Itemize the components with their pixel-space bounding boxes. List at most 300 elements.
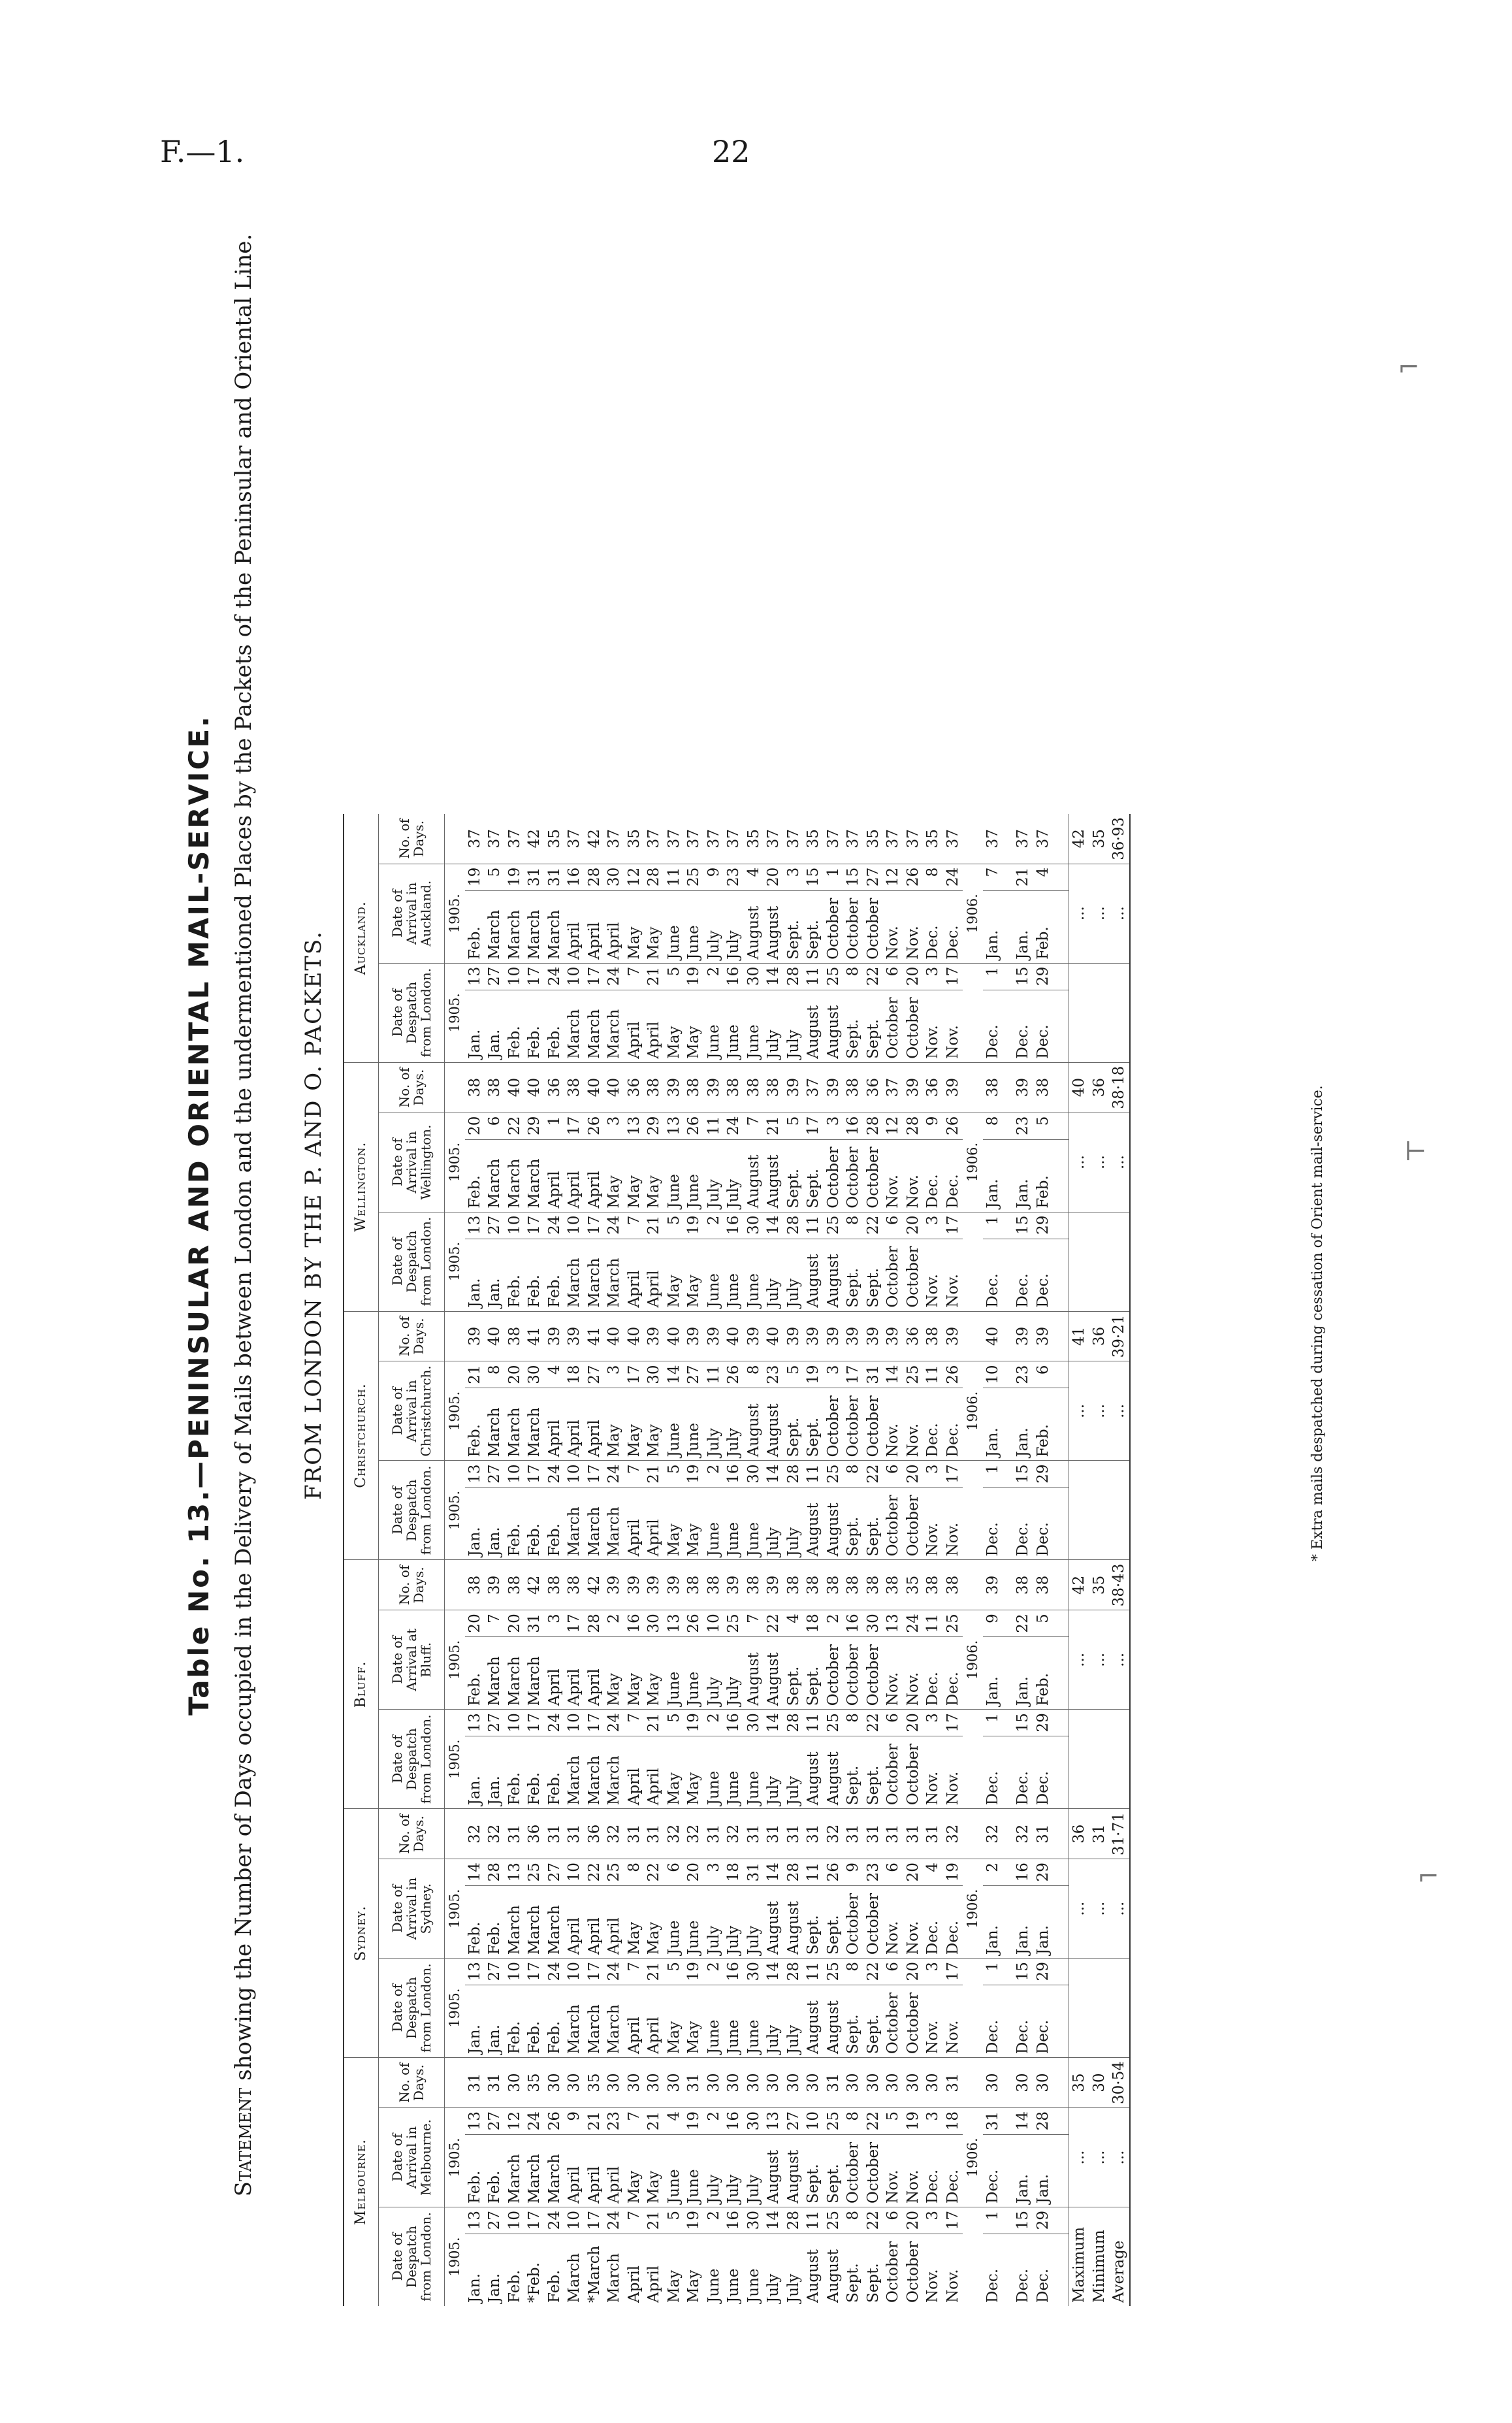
year-cell: 1906.	[963, 1610, 983, 1710]
despatch-month: May	[684, 1736, 704, 1809]
despatch-day: 19	[684, 1461, 704, 1488]
year-cell: 1906.	[963, 864, 983, 963]
arrival-month: April	[604, 1886, 624, 1959]
despatch-month: June	[724, 1488, 744, 1560]
arrival-header: Date of Arrival in Wellington.	[379, 1113, 445, 1212]
despatch-month: May	[664, 990, 684, 1062]
despatch-month: August	[824, 1736, 844, 1809]
despatch-month: March	[604, 1985, 624, 2058]
days-count: 32	[724, 1809, 744, 1859]
arrival-day: 20	[505, 1610, 525, 1637]
despatch-day: 24	[604, 2207, 624, 2234]
spacer-cell	[1003, 1239, 1013, 1311]
arrival-day: 20	[764, 864, 784, 890]
arrival-month: June	[684, 1886, 704, 1959]
days-count: 31	[923, 1809, 943, 1859]
spacer-cell	[1003, 2234, 1013, 2307]
arrival-day: 28	[903, 1113, 924, 1139]
arrival-day: 30	[744, 2108, 764, 2135]
days-count: 39	[943, 1062, 963, 1113]
arrival-day: 19	[505, 864, 525, 890]
despatch-month: Feb.	[545, 990, 565, 1062]
arrival-month: Dec.	[923, 890, 943, 963]
days-count: 37	[485, 814, 505, 864]
despatch-month: Dec.	[983, 1985, 1003, 2058]
days-count: 39	[803, 1311, 824, 1361]
despatch-day: 24	[545, 1710, 565, 1736]
summary-dots: ...	[1109, 1859, 1130, 1959]
despatch-month: Feb.	[545, 2269, 563, 2303]
spacer-cell	[1003, 1388, 1013, 1461]
summary-value: 42	[1069, 1560, 1089, 1610]
despatch-month: March	[604, 1488, 624, 1560]
year-cell	[963, 1311, 983, 1361]
arrival-day: 11	[704, 1361, 724, 1388]
days-count: 37	[724, 814, 744, 864]
despatch-month: March	[585, 1736, 605, 1809]
spacer-cell	[1053, 1610, 1069, 1637]
days-count: 39	[545, 1311, 565, 1361]
arrival-day: 9	[843, 1859, 863, 1886]
despatch-day: 22	[863, 1212, 884, 1239]
days-count: 39	[843, 1311, 863, 1361]
summary-dots: ...	[1069, 1859, 1089, 1959]
despatch-day: 10	[505, 1959, 525, 1985]
despatch-month: August	[824, 1239, 844, 1311]
despatch-day: 11	[803, 963, 824, 990]
days-count: 36	[545, 1062, 565, 1113]
arrival-day: 25	[724, 1610, 744, 1637]
arrival-day: 28	[644, 864, 664, 890]
summary-dots: ...	[1089, 1610, 1110, 1710]
days-count: 39	[664, 1062, 684, 1113]
despatch-day: 27	[485, 1461, 505, 1488]
despatch-month: August	[824, 1488, 844, 1560]
days-count: 38	[505, 1311, 525, 1361]
arrival-day: 13	[624, 1113, 645, 1139]
days-count: 39	[1033, 1311, 1054, 1361]
table-row	[624, 814, 645, 2306]
arrival-day: 30	[604, 864, 624, 890]
spacer-cell	[1053, 1560, 1069, 1610]
days-count: 38	[843, 1062, 863, 1113]
arrival-month: August	[764, 1388, 784, 1461]
despatch-month: October	[883, 1239, 903, 1311]
arrival-day: 1	[824, 864, 844, 890]
table-row	[863, 814, 884, 2306]
arrival-day: 3	[604, 1113, 624, 1139]
arrival-day: 23	[724, 864, 744, 890]
year-cell	[963, 1959, 983, 2058]
despatch-month: May	[664, 1488, 684, 1560]
spacer-cell	[1053, 1488, 1069, 1560]
table-row	[564, 814, 585, 2306]
summary-dots: ...	[1069, 864, 1089, 963]
summary-blank	[1069, 1959, 1089, 2058]
despatch-day: 24	[545, 1959, 565, 1985]
arrival-month: March	[505, 890, 525, 963]
despatch-day: 2	[704, 1959, 724, 1985]
arrival-day: 22	[505, 1113, 525, 1139]
days-count: 32	[485, 1809, 505, 1859]
arrival-month: March	[485, 1388, 505, 1461]
arrival-day: 26	[724, 1361, 744, 1388]
year-cell: 1906.	[963, 2108, 983, 2207]
table-row	[604, 814, 624, 2306]
despatch-month: June	[724, 1736, 744, 1809]
days-header: No. of Days.	[379, 814, 445, 864]
arrival-day: 14	[764, 1859, 784, 1886]
arrival-month: August	[744, 1139, 764, 1212]
days-count: 40	[604, 1062, 624, 1113]
arrival-month: Jan.	[983, 890, 1003, 963]
despatch-day: 17	[524, 1461, 545, 1488]
despatch-day: 5	[664, 2207, 684, 2234]
summary-blank	[1109, 1710, 1130, 1809]
days-count: 42	[585, 1560, 605, 1610]
despatch-day: 24	[545, 1212, 565, 1239]
spacer-cell	[1003, 814, 1013, 864]
arrival-day: 31	[524, 1610, 545, 1637]
arrival-month: Sept.	[784, 1637, 804, 1710]
days-count: 36	[863, 1062, 884, 1113]
arrival-month: May	[644, 1886, 664, 1959]
despatch-month: Dec.	[983, 990, 1003, 1062]
despatch-month: Sept.	[843, 1985, 863, 2058]
summary-dots: ...	[1069, 1610, 1089, 1710]
despatch-day: 10	[505, 963, 525, 990]
days-count: 38	[744, 1560, 764, 1610]
days-count: 30	[903, 2058, 924, 2108]
despatch-month: May	[665, 2269, 683, 2303]
arrival-month: July	[704, 1139, 724, 1212]
statement-lead: Statement	[231, 2087, 257, 2197]
spacer-cell	[1053, 1809, 1069, 1859]
arrival-day: 20	[505, 1361, 525, 1388]
despatch-day: 10	[505, 1212, 525, 1239]
arrival-month: Feb.	[465, 2135, 485, 2207]
despatch-day: 27	[485, 1710, 505, 1736]
arrival-month: April	[564, 1637, 585, 1710]
table-row	[744, 814, 764, 2306]
arrival-day: 17	[843, 1361, 863, 1388]
despatch-month: Jan.	[485, 1488, 505, 1560]
days-count: 30	[764, 2058, 784, 2108]
arrival-day: 15	[803, 864, 824, 890]
despatch-month: Dec.	[1033, 1488, 1054, 1560]
arrival-month: April	[604, 2135, 624, 2207]
spacer-cell	[1053, 1461, 1069, 1488]
days-count: 40	[664, 1311, 684, 1361]
despatch-day: 22	[863, 1710, 884, 1736]
summary-value: 30·54	[1109, 2058, 1130, 2108]
days-count: 39	[764, 1560, 784, 1610]
days-header: No. of Days.	[379, 1311, 445, 1361]
arrival-day: 27	[485, 2108, 505, 2135]
arrival-month: May	[644, 2135, 664, 2207]
spacer-cell	[1053, 1637, 1069, 1710]
despatch-month: July	[765, 2273, 782, 2303]
year-cell: 1906.	[963, 1113, 983, 1212]
despatch-month: October	[903, 1736, 924, 1809]
despatch-month: March	[604, 1239, 624, 1311]
days-count: 32	[824, 1809, 844, 1859]
arrival-month: Jan.	[1013, 1139, 1033, 1212]
despatch-month: April	[645, 2265, 663, 2303]
arrival-month: Jan.	[983, 1388, 1003, 1461]
arrival-month: May	[644, 890, 664, 963]
table-row	[824, 814, 844, 2306]
arrival-day: 25	[824, 2108, 844, 2135]
arrival-month: October	[843, 1637, 863, 1710]
despatch-day: 5	[664, 1959, 684, 1985]
arrival-month: August	[764, 1637, 784, 1710]
summary-dots: ...	[1069, 1361, 1089, 1461]
despatch-month: Feb.	[505, 1488, 525, 1560]
despatch-month: Jan.	[465, 1736, 485, 1809]
days-count: 38	[485, 1062, 505, 1113]
despatch-month: Sept.	[863, 1239, 884, 1311]
days-count: 39	[903, 1062, 924, 1113]
despatch-month: Dec.	[1013, 1985, 1033, 2058]
despatch-month: Dec.	[1033, 1736, 1054, 1809]
despatch-day: 8	[843, 2207, 863, 2234]
despatch-day: 20	[903, 1959, 924, 1985]
despatch-month: May	[684, 1239, 704, 1311]
place-header: Auckland.	[344, 814, 379, 1062]
arrival-day: 30	[644, 1361, 664, 1388]
summary-dots: ...	[1089, 1361, 1110, 1461]
arrival-day: 31	[744, 1859, 764, 1886]
summary-value: 38·18	[1109, 1062, 1130, 1113]
arrival-day: 25	[684, 864, 704, 890]
table-body	[445, 814, 1130, 2306]
arrival-day: 9	[923, 1113, 943, 1139]
despatch-day: 25	[824, 1212, 844, 1239]
despatch-day: 10	[564, 1461, 585, 1488]
despatch-day: 17	[524, 1710, 545, 1736]
days-count: 30	[863, 2058, 884, 2108]
year-row	[963, 814, 983, 2306]
spacer-cell	[1053, 1985, 1069, 2058]
despatch-day: 24	[545, 1461, 565, 1488]
arrival-month: July	[744, 2135, 764, 2207]
summary-dots: ...	[1109, 2108, 1130, 2207]
days-count: 38	[704, 1560, 724, 1610]
despatch-month: Dec.	[1013, 1239, 1033, 1311]
despatch-day: 13	[465, 1212, 485, 1239]
spacer-cell	[1053, 1239, 1069, 1311]
arrival-day: 19	[803, 1361, 824, 1388]
arrival-month: April	[564, 890, 585, 963]
days-count: 39	[644, 1560, 664, 1610]
summary-dots: ...	[1109, 1361, 1130, 1461]
despatch-day: 7	[624, 1710, 645, 1736]
arrival-day: 10	[803, 2108, 824, 2135]
summary-value: 36	[1089, 1311, 1110, 1361]
days-count: 37	[704, 814, 724, 864]
spacer-cell	[1003, 2108, 1013, 2135]
despatch-month: June	[724, 1985, 744, 2058]
spacer-cell	[1053, 2234, 1069, 2307]
despatch-day: 29	[1033, 2207, 1054, 2234]
arrival-month: June	[664, 1637, 684, 1710]
days-count: 39	[604, 1560, 624, 1610]
arrival-month: Nov.	[903, 1139, 924, 1212]
year-cell: 1905.	[445, 1610, 465, 1710]
despatch-day: 2	[704, 1461, 724, 1488]
arrival-month: July	[744, 1886, 764, 1959]
arrival-day: 26	[824, 1859, 844, 1886]
arrival-day: 6	[664, 1859, 684, 1886]
summary-blank	[1069, 1212, 1089, 1311]
despatch-month: August	[803, 1239, 824, 1311]
despatch-month: March	[585, 1488, 605, 1560]
arrival-day: 25	[604, 1859, 624, 1886]
arrival-month: Feb.	[465, 890, 485, 963]
arrival-day: 3	[604, 1361, 624, 1388]
despatch-month: May	[684, 1488, 704, 1560]
arrival-month: July	[724, 1886, 744, 1959]
arrival-month: August	[744, 1637, 764, 1710]
days-count: 30	[545, 2058, 565, 2108]
despatch-day: 27	[485, 963, 505, 990]
despatch-month: Feb.	[545, 1239, 565, 1311]
days-count: 37	[604, 814, 624, 864]
arrival-day: 31	[863, 1361, 884, 1388]
days-count: 36	[524, 1809, 545, 1859]
days-count: 38	[684, 1062, 704, 1113]
days-count: 30	[803, 2058, 824, 2108]
arrival-day: 21	[644, 2108, 664, 2135]
arrival-day: 8	[744, 1361, 764, 1388]
days-count: 32	[465, 1809, 485, 1859]
arrival-month: Jan.	[1013, 1637, 1033, 1710]
arrival-day: 7	[744, 1610, 764, 1637]
arrival-month: July	[704, 890, 724, 963]
days-count: 31	[764, 1809, 784, 1859]
despatch-month: Sept.	[863, 1488, 884, 1560]
arrival-day: 17	[624, 1361, 645, 1388]
despatch-month: October	[904, 2241, 922, 2303]
table-row	[803, 814, 824, 2306]
days-count: 39	[704, 1062, 724, 1113]
arrival-day: 30	[644, 1610, 664, 1637]
arrival-month: Dec.	[943, 1139, 963, 1212]
arrival-day: 6	[1033, 1361, 1054, 1388]
despatch-month: Jan.	[465, 1239, 485, 1311]
year-cell: 1905.	[445, 1113, 465, 1212]
arrival-header: Date of Arrival in Sydney.	[379, 1859, 445, 1959]
arrival-month: April	[585, 2135, 605, 2207]
arrival-month: August	[744, 890, 764, 963]
arrival-day: 23	[1013, 1361, 1033, 1388]
despatch-day: 8	[843, 1212, 863, 1239]
spacer-cell	[1053, 1959, 1069, 1985]
arrival-day: 22	[764, 1610, 784, 1637]
days-count: 30	[983, 2058, 1003, 2108]
arrival-day: 10	[704, 1610, 724, 1637]
despatch-day: 1	[983, 1959, 1003, 1985]
arrival-day: 4	[923, 1859, 943, 1886]
days-count: 38	[505, 1560, 525, 1610]
summary-blank	[1089, 1959, 1110, 2058]
arrival-day: 28	[585, 1610, 605, 1637]
days-count: 30	[923, 2058, 943, 2108]
arrival-day: 29	[1033, 1859, 1054, 1886]
arrival-month: March	[505, 1388, 525, 1461]
despatch-month: August	[824, 2249, 842, 2303]
spacer-cell	[1053, 2058, 1069, 2108]
arrival-month: July	[704, 1637, 724, 1710]
despatch-month: April	[624, 1239, 645, 1311]
year-cell	[963, 1809, 983, 1859]
summary-dots: ...	[1089, 1859, 1110, 1959]
days-count: 31	[624, 1809, 645, 1859]
days-count: 35	[923, 814, 943, 864]
days-count: 35	[524, 2058, 545, 2108]
arrival-month: Jan.	[983, 1886, 1003, 1959]
days-count: 37	[983, 814, 1003, 864]
arrival-month: March	[505, 1139, 525, 1212]
despatch-month: Sept.	[843, 1488, 863, 1560]
despatch-day: 17	[585, 2207, 605, 2234]
arrival-day: 11	[923, 1361, 943, 1388]
spacer-cell	[1003, 1062, 1013, 1113]
despatch-month: Dec.	[1033, 1985, 1054, 2058]
despatch-day: 17	[585, 963, 605, 990]
despatch-day: 16	[724, 1710, 744, 1736]
despatch-day: 7	[624, 2207, 645, 2234]
arrival-month: April	[604, 890, 624, 963]
table-row	[524, 814, 545, 2306]
arrival-month: Dec.	[943, 1637, 963, 1710]
arrival-month: May	[624, 890, 645, 963]
despatch-day: 17	[585, 1710, 605, 1736]
spacer-cell	[1003, 1113, 1013, 1139]
despatch-header: Date of Despatch from London.	[379, 1710, 445, 1809]
despatch-day: 28	[784, 2207, 804, 2234]
arrival-day: 17	[564, 1113, 585, 1139]
despatch-month: July	[784, 1985, 804, 2058]
arrival-month: Dec.	[943, 890, 963, 963]
despatch-month: June	[724, 1239, 744, 1311]
year-cell	[963, 1461, 983, 1560]
despatch-month: Sept.	[863, 1985, 884, 2058]
despatch-month: May	[684, 1985, 704, 2058]
days-count: 30	[843, 2058, 863, 2108]
summary-dots: ...	[1089, 1113, 1110, 1212]
despatch-day: 13	[465, 1959, 485, 1985]
arrival-month: March	[524, 890, 545, 963]
despatch-day: 1	[983, 963, 1003, 990]
despatch-day: 24	[545, 2207, 565, 2234]
arrival-day: 26	[684, 1610, 704, 1637]
arrival-day: 18	[803, 1610, 824, 1637]
year-cell	[963, 1062, 983, 1113]
table-row	[724, 814, 744, 2306]
despatch-day: 17	[943, 1959, 963, 1985]
despatch-day: 19	[684, 1710, 704, 1736]
table-row	[505, 814, 525, 2306]
arrival-month: October	[863, 890, 884, 963]
despatch-month: April	[624, 1985, 645, 2058]
despatch-month: Dec.	[983, 1239, 1003, 1311]
despatch-month: March	[604, 990, 624, 1062]
despatch-month: March	[564, 990, 585, 1062]
despatch-month: April	[644, 1488, 664, 1560]
arrival-month: March	[485, 1139, 505, 1212]
